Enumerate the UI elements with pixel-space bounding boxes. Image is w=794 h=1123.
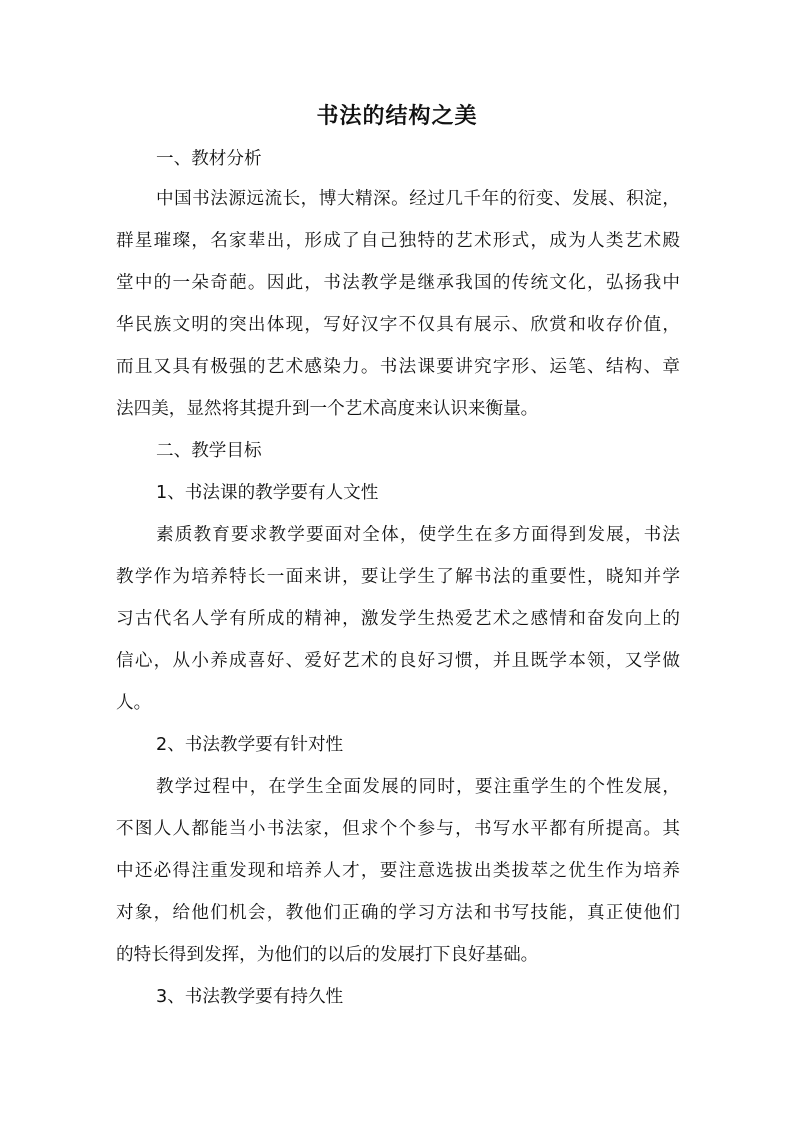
paragraph-line: 法四美，显然将其提升到一个艺术高度来认识来衡量。 [116, 399, 539, 419]
paragraph-line: 群星璀璨，名家辈出，形成了自己独特的艺术形式，成为人类艺术殿 [116, 231, 680, 251]
subsection-heading-humanistic: 1、书法课的教学要有人文性 [156, 483, 379, 503]
paragraph-line: 信心，从小养成喜好、爱好艺术的良好习惯，并且既学本领，又学做 [116, 651, 680, 671]
paragraph-line: 人。 [116, 693, 152, 713]
section-heading-goals: 二、教学目标 [156, 441, 262, 461]
paragraph-line: 中国书法源远流长，博大精深。经过几千年的衍变、发展、积淀， [156, 189, 680, 209]
paragraph-line: 教学过程中，在学生全面发展的同时，要注重学生的个性发展， [156, 777, 680, 797]
paragraph-line: 不图人人都能当小书法家，但求个个参与，书写水平都有所提高。其 [116, 819, 680, 839]
paragraph-line: 中还必得注重发现和培养人才，要注意选拔出类拔萃之优生作为培养 [116, 861, 680, 881]
paragraph-line: 的特长得到发挥，为他们的以后的发展打下良好基础。 [116, 945, 539, 965]
document-title: 书法的结构之美 [316, 104, 478, 129]
paragraph-line: 而且又具有极强的艺术感染力。书法课要讲究字形、运笔、结构、章 [116, 357, 680, 377]
section-heading-analysis: 一、教材分析 [156, 149, 262, 169]
paragraph-line: 华民族文明的突出体现，写好汉字不仅具有展示、欣赏和收存价值， [116, 315, 680, 335]
subsection-heading-persistent: 3、书法教学要有持久性 [156, 987, 344, 1007]
subsection-heading-targeted: 2、书法教学要有针对性 [156, 735, 344, 755]
paragraph-line: 习古代名人学有所成的精神，激发学生热爱艺术之感情和奋发向上的 [116, 609, 680, 629]
paragraph-line: 对象，给他们机会，教他们正确的学习方法和书写技能，真正使他们 [116, 903, 680, 923]
paragraph-line: 教学作为培养特长一面来讲，要让学生了解书法的重要性，晓知并学 [116, 567, 680, 587]
paragraph-line: 堂中的一朵奇葩。因此，书法教学是继承我国的传统文化，弘扬我中 [116, 273, 680, 293]
paragraph-line: 素质教育要求教学要面对全体，使学生在多方面得到发展，书法 [156, 525, 680, 545]
